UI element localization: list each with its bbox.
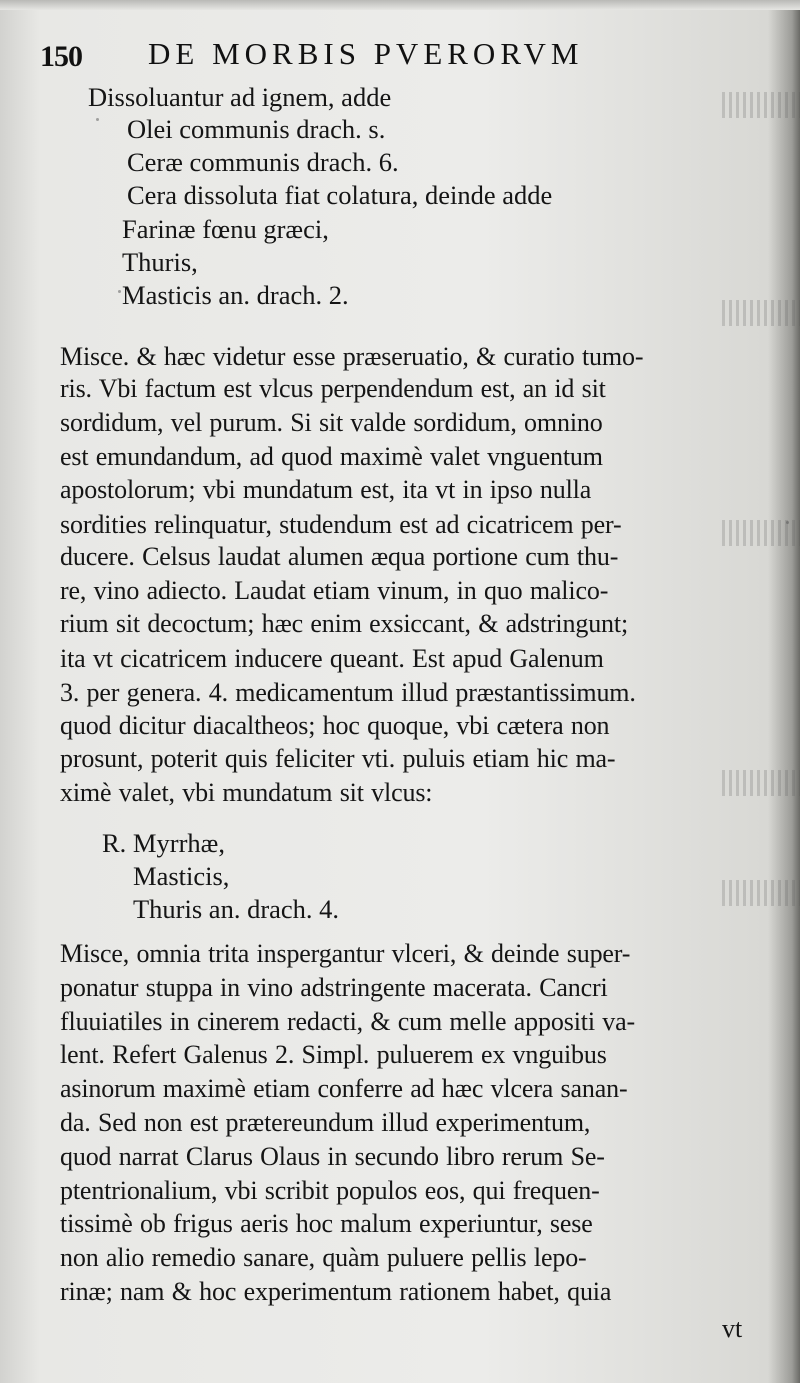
ink-speck: [96, 118, 99, 121]
text-line: Misce. & hæc videtur esse præseruatio, & curatio tumo-: [60, 342, 644, 371]
text-line: quod narrat Clarus Olaus in secundo libro rerum Se-: [60, 1142, 605, 1171]
show-through-mark: [722, 770, 800, 796]
text-line: re, vino adiecto. Laudat etiam vinum, in quo malico-: [60, 576, 609, 605]
recipe-line: Ceræ communis drach. 6.: [127, 147, 399, 177]
show-through-mark: [722, 880, 800, 906]
recipe-line: Thuris an. drach. 4.: [133, 894, 340, 924]
recipe-line: Dissoluantur ad ignem, adde: [88, 82, 392, 112]
text-line: da. Sed non est prætereundum illud experimentum,: [60, 1108, 591, 1137]
recipe-line: Masticis an. drach. 2.: [122, 280, 349, 310]
ink-speck: [786, 521, 789, 524]
page-top-shadow: [0, 0, 800, 10]
text-line: ris. Vbi factum est vlcus perpendendum est, an id sit: [60, 374, 606, 403]
ink-speck: [118, 290, 121, 293]
text-line: quod dicitur diacaltheos; hoc quoque, vbi cætera non: [60, 711, 610, 740]
text-line: prosunt, poterit quis feliciter vti. puluis etiam hic ma-: [60, 744, 616, 773]
text-line: asinorum maximè etiam conferre ad hæc vlcera sanan-: [60, 1074, 628, 1103]
page-number: 150: [40, 40, 82, 73]
text-line: ducere. Celsus laudat alumen æqua portione cum thu-: [60, 542, 619, 571]
running-header: [40, 36, 680, 80]
recipe-line: R. Myrrhæ,: [102, 828, 225, 858]
recipe-line: Farinæ fœnu græci,: [122, 214, 329, 244]
text-line: ximè valet, vbi mundatum sit vlcus:: [60, 778, 433, 807]
recipe-line: Thuris,: [122, 247, 198, 277]
text-line: est emundandum, ad quod maximè valet vnguentum: [60, 442, 603, 471]
text-line: lent. Refert Galenus 2. Simpl. puluerem ex vnguibus: [60, 1040, 607, 1069]
text-line: rinæ; nam & hoc experimentum rationem habet, quia: [60, 1277, 612, 1306]
text-line: sordities relinquatur, studendum est ad cicatricem per-: [60, 510, 622, 539]
text-line: apostolorum; vbi mundatum est, ita vt in ipso nulla: [60, 475, 592, 504]
text-line: tissimè ob frigus aeris hoc malum experiuntur, sese: [60, 1209, 593, 1238]
show-through-mark: [722, 92, 800, 118]
text-line: ptentrionalium, vbi scribit populos eos, qui frequen-: [60, 1176, 600, 1205]
recipe-line: Cera dissoluta fiat colatura, deinde adde: [127, 180, 553, 210]
running-title: DE MORBIS PVERORVM: [148, 36, 584, 71]
show-through-mark: [722, 300, 800, 326]
text-line: fluuiatiles in cinerem redacti, & cum melle appositi va-: [60, 1007, 636, 1036]
text-line: non alio remedio sanare, quàm puluere pellis lepo-: [60, 1243, 587, 1272]
catchword: vt: [722, 1314, 743, 1343]
text-line: Misce, omnia trita inspergantur vlceri, & deinde super-: [60, 939, 631, 968]
text-line: ita vt cicatricem inducere queant. Est apud Galenum: [60, 644, 604, 673]
text-line: 3. per genera. 4. medicamentum illud præstantissimum.: [60, 678, 636, 707]
recipe-line: Olei communis drach. s.: [127, 114, 386, 144]
show-through-mark: [722, 520, 800, 546]
text-line: ponatur stuppa in vino adstringente macerata. Cancri: [60, 973, 608, 1002]
text-line: rium sit decoctum; hæc enim exsiccant, & adstringunt;: [60, 609, 629, 638]
text-line: sordidum, vel purum. Si sit valde sordidum, omnino: [60, 408, 603, 437]
recipe-line: Masticis,: [133, 861, 230, 891]
